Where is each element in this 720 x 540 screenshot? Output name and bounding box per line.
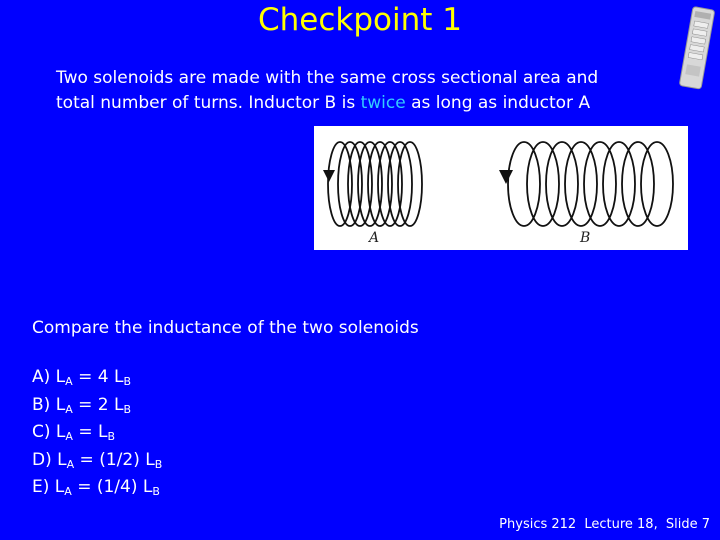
- clicker-remote-icon: [676, 4, 720, 92]
- answer-choices: [32, 366, 162, 504]
- choice-expression: = 2 L: [72, 394, 124, 415]
- choice-lhs-subscript: A: [64, 485, 72, 498]
- choice-expression: = (1/2) L: [74, 449, 155, 470]
- choice-letter: B): [32, 394, 51, 415]
- choice-expression: = 4 L: [72, 367, 124, 387]
- choice-expression: = (1/4) L: [71, 477, 153, 497]
- choice-lhs-subscript: A: [65, 402, 73, 416]
- slide-number: Slide 7: [665, 517, 710, 532]
- choice-lhs: L: [55, 422, 66, 442]
- problem-line-1: Two solenoids are made with the same cross sectional area and: [56, 68, 599, 88]
- arrow-icon: [323, 170, 335, 182]
- emphasis-word: twice: [360, 93, 406, 113]
- choice-rhs-subscript: B: [107, 430, 116, 443]
- choice-rhs-subscript: B: [123, 402, 132, 416]
- choice-rhs-subscript: B: [152, 485, 160, 498]
- solenoid-figure: [314, 126, 688, 250]
- choice-lhs: L: [55, 367, 66, 387]
- choice-lhs: L: [54, 477, 65, 497]
- answer-choice: [32, 394, 162, 422]
- choice-letter: A): [32, 367, 51, 387]
- problem-statement: [56, 66, 676, 116]
- choice-letter: C): [32, 422, 51, 442]
- solenoid-a: [328, 142, 422, 226]
- label-a: A: [369, 230, 380, 246]
- problem-text: total number of turns. Inductor B is: [56, 93, 361, 113]
- choice-letter: D): [32, 449, 52, 470]
- choice-lhs-subscript: A: [65, 375, 73, 388]
- problem-line-2: [56, 91, 676, 116]
- question-text: Compare the inductance of the two solenoids: [32, 318, 419, 338]
- choice-expression: = L: [72, 422, 108, 442]
- choice-rhs-subscript: B: [123, 375, 131, 388]
- answer-choice: [32, 449, 162, 477]
- course-name: Physics 212: [499, 517, 577, 532]
- problem-text: as long as inductor A: [405, 93, 591, 113]
- answer-choice: [32, 476, 162, 504]
- choice-lhs: L: [57, 449, 67, 470]
- answer-choice: [32, 366, 162, 394]
- arrow-icon: [499, 170, 513, 184]
- label-b: B: [580, 230, 591, 246]
- solenoid-b: [508, 142, 673, 226]
- choice-letter: E): [32, 477, 50, 497]
- choice-lhs-subscript: A: [66, 457, 75, 471]
- lecture-number: Lecture 18,: [584, 517, 658, 532]
- slide-footer: [499, 517, 710, 532]
- answer-choice: [32, 421, 162, 449]
- slide-title: Checkpoint 1: [258, 2, 462, 38]
- choice-rhs-subscript: B: [154, 457, 163, 471]
- choice-lhs-subscript: A: [65, 430, 73, 443]
- choice-lhs: L: [55, 394, 66, 415]
